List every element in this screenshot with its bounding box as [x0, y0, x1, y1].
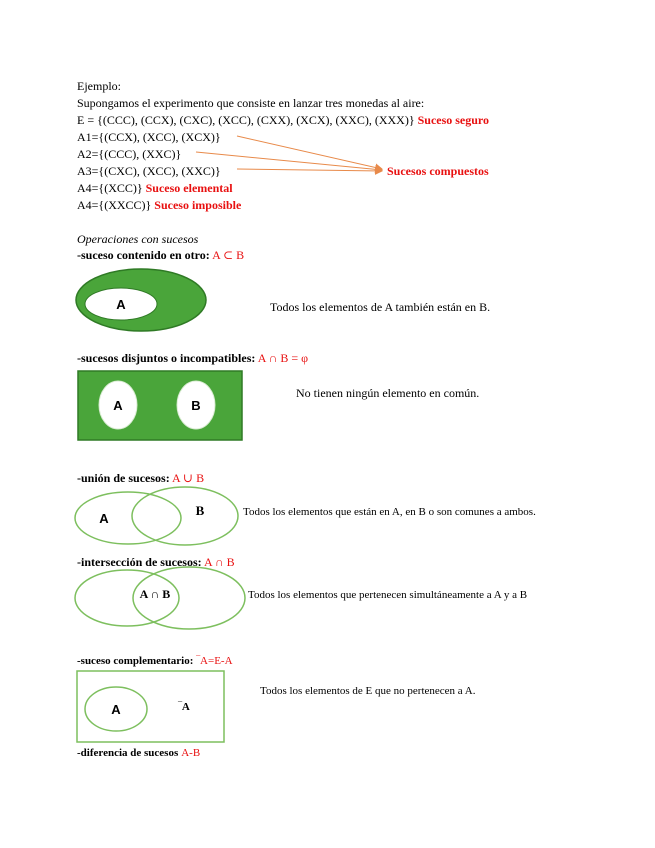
set-a-label: A — [99, 511, 109, 526]
complement-heading — [77, 652, 233, 670]
event-a4b: A4={(XXCC)} — [77, 198, 152, 212]
set-a-label: A — [111, 702, 121, 717]
difference-label: -diferencia de sucesos — [77, 747, 179, 759]
difference-formula: A-B — [181, 747, 201, 759]
complement-diagram — [76, 670, 228, 744]
intersection-label: -intersección de sucesos: — [77, 555, 202, 569]
set-a-label: A — [116, 297, 126, 312]
set-b-ellipse — [132, 487, 238, 545]
set-a-ellipse — [75, 492, 181, 544]
union-formula: A ∪ B — [172, 471, 205, 485]
example-heading: Ejemplo: — [77, 79, 121, 93]
contained-label: -suceso contenido en otro: — [77, 248, 210, 262]
contained-heading — [77, 247, 244, 264]
union-diagram — [73, 488, 243, 550]
complement-label: -suceso complementario: — [77, 655, 194, 667]
elemental-tag: Suceso elemental — [145, 181, 233, 195]
intersection-diagram — [73, 566, 248, 632]
sample-space: E = {(CCC), (CCX), (CXC), (XCC), (CXX), (XCX), (XXC), (XXX)} — [77, 113, 415, 127]
intersection-label-center: A ∩ B — [139, 587, 171, 601]
union-heading — [77, 470, 204, 487]
disjoint-description: No tienen ningún elemento en común. — [296, 386, 480, 400]
arrow-a1 — [237, 136, 382, 169]
intersection-formula: A ∩ B — [203, 555, 235, 569]
disjoint-diagram — [77, 370, 245, 442]
event-a3: A3={(CXC), (XCC), (XXC)} — [77, 164, 221, 178]
operations-title: Operaciones con sucesos — [77, 232, 199, 246]
set-b-label: B — [191, 398, 201, 413]
sample-space-rect — [77, 671, 224, 742]
event-a1: A1={(CCX), (XCC), (XCX)} — [77, 130, 221, 144]
disjoint-formula: A ∩ B = φ — [257, 351, 309, 365]
event-a4a: A4={(XCC)} — [77, 181, 143, 195]
disjoint-label: -sucesos disjuntos o incompatibles: — [77, 351, 256, 365]
intersection-description: Todos los elementos que pertenecen simultáneamente a A y a B — [248, 589, 528, 601]
disjoint-heading — [77, 350, 308, 367]
impossible-tag: Suceso imposible — [154, 198, 242, 212]
compound-tag: Sucesos compuestos — [387, 164, 489, 178]
not-a-label: ‾A — [178, 701, 190, 713]
complement-formula: ‾A=E-A — [196, 655, 233, 667]
set-a-label: A — [113, 398, 123, 413]
arrow-a2 — [196, 152, 382, 170]
sure-event-tag: Suceso seguro — [417, 113, 490, 127]
union-description: Todos los elementos que están en A, en B o son comunes a ambos. — [243, 506, 536, 518]
event-a2: A2={(CCC), (XXC)} — [77, 147, 182, 161]
arrow-a3 — [237, 169, 382, 171]
contained-description: Todos los elementos de A también están en B. — [270, 300, 491, 314]
example-statement: Supongamos el experimento que consiste en lanzar tres monedas al aire: — [77, 96, 425, 110]
union-label: -unión de sucesos: — [77, 471, 170, 485]
complement-description: Todos los elementos de E que no pertenecen a A. — [260, 685, 476, 697]
contained-diagram — [73, 266, 213, 336]
difference-heading — [77, 744, 200, 762]
contained-formula: A ⊂ B — [212, 248, 245, 262]
set-b-label: B — [195, 503, 205, 518]
